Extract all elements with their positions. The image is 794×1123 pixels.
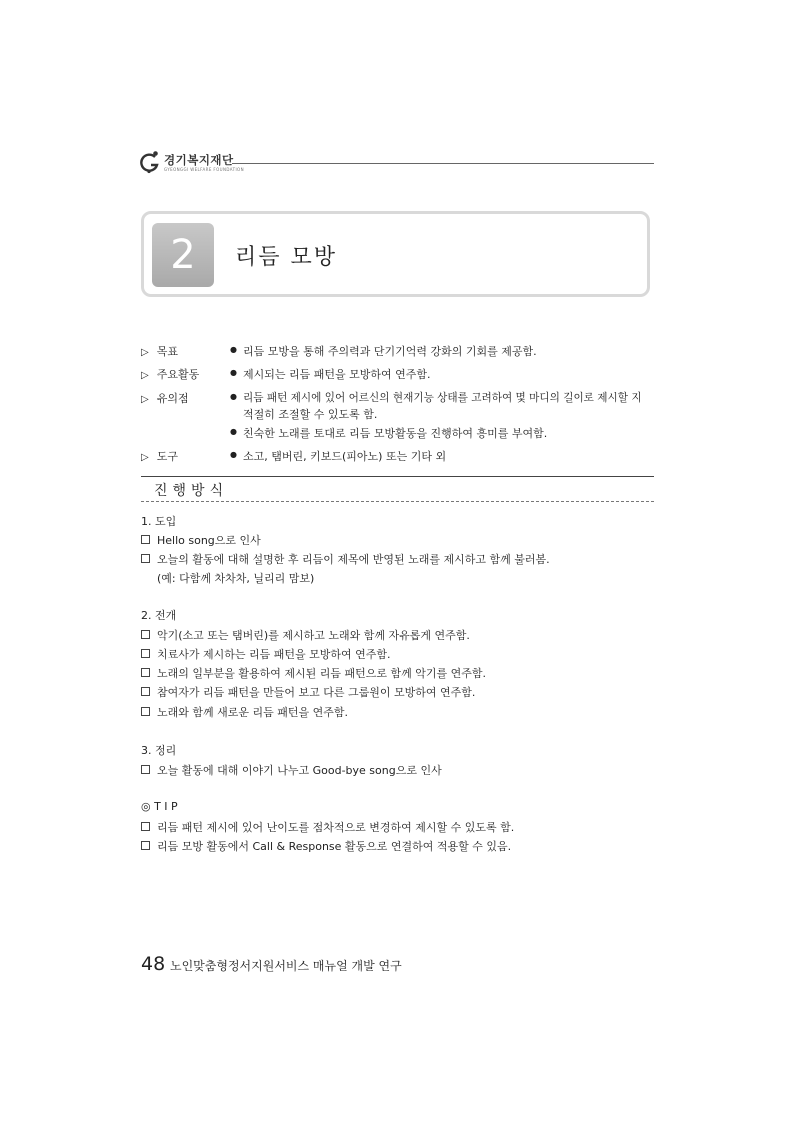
list-item: 악기(소고 또는 탬버린)를 제시하고 노래와 함께 자유롭게 연주함.: [141, 627, 470, 643]
section-rule-top: [141, 476, 654, 477]
foundation-logo-icon: [140, 150, 160, 174]
intro-example: (예: 다함께 차차차, 닐리리 맘보): [157, 572, 315, 585]
goal-label: ▷ 목표: [141, 345, 178, 358]
checkbox-square-icon: [141, 535, 150, 544]
notes-item1-line1: 리듬 패턴 제시에 있어 어르신의 현재기능 상태를 고려하여 몇 마디의 길이로 제시할 지: [243, 392, 642, 404]
list-item: Hello song으로 인사: [141, 532, 261, 548]
notes-label: ▷ 유의점: [141, 392, 189, 405]
list-item: 참여자가 리듬 패턴을 만들어 보고 다른 그룹원이 모방하여 연주함.: [141, 684, 475, 700]
checkbox-square-icon: [141, 765, 150, 774]
main-activity-label: ▷ 주요활동: [141, 368, 200, 381]
checkbox-square-icon: [141, 822, 150, 831]
goal-text: 리듬 모방을 통해 주의력과 단기기억력 강화의 기회를 제공함.: [243, 345, 537, 358]
triangle-icon: ▷: [141, 394, 149, 405]
bullet-icon: ●: [230, 345, 237, 354]
main-activity-text: 제시되는 리듬 패턴을 모방하여 연주함.: [243, 368, 431, 381]
list-item: 리듬 패턴 제시에 있어 난이도를 점차적으로 변경하여 제시할 수 있도록 함.: [141, 819, 514, 835]
list-item: 오늘 활동에 대해 이야기 나누고 Good-bye song으로 인사: [141, 762, 442, 778]
chapter-number: 2: [152, 223, 214, 287]
bullet-icon: ●: [230, 368, 237, 377]
notes-item1-line2: 적절히 조절할 수 있도록 함.: [243, 408, 378, 421]
checkbox-square-icon: [141, 707, 150, 716]
tip-heading: ◎ T I P: [141, 800, 178, 813]
notes-item2: 친숙한 노래를 토대로 리듬 모방활동을 진행하여 흥미를 부여함.: [243, 427, 548, 440]
checkbox-square-icon: [141, 687, 150, 696]
tools-label: ▷ 도구: [141, 450, 178, 463]
bullet-icon: ●: [230, 392, 237, 401]
checkbox-square-icon: [141, 841, 150, 850]
wrapup-heading: 3. 정리: [141, 744, 177, 757]
checkbox-square-icon: [141, 630, 150, 639]
list-item: 리듬 모방 활동에서 Call & Response 활동으로 연결하여 적용할 수 있음.: [141, 838, 511, 854]
triangle-icon: ▷: [141, 370, 149, 381]
section-title: 진행방식: [154, 483, 229, 499]
footer-title: 노인맞춤형정서지원서비스 매뉴얼 개발 연구: [170, 959, 402, 973]
list-item: 오늘의 활동에 대해 설명한 후 리듬이 제목에 반영된 노래를 제시하고 함께 불러봄.: [141, 551, 550, 567]
checkbox-square-icon: [141, 668, 150, 677]
tools-text: 소고, 탬버린, 키보드(피아노) 또는 기타 외: [243, 450, 447, 463]
checkbox-square-icon: [141, 649, 150, 658]
page-number: 48: [141, 953, 166, 975]
triangle-icon: ▷: [141, 452, 149, 463]
bullet-icon: ●: [230, 450, 237, 459]
chapter-box: [141, 211, 650, 297]
bullet-icon: ●: [230, 427, 237, 436]
triangle-icon: ▷: [141, 347, 149, 358]
header-divider: [232, 163, 654, 164]
list-item: 노래와 함께 새로운 리듬 패턴을 연주함.: [141, 704, 348, 720]
section-rule-dashed: [141, 501, 654, 502]
org-subtitle: GYEONGGI WELFARE FOUNDATION: [164, 167, 244, 172]
list-item: 치료사가 제시하는 리듬 패턴을 모방하여 연주함.: [141, 646, 391, 662]
development-heading: 2. 전개: [141, 609, 177, 622]
chapter-title: 리듬 모방: [235, 245, 338, 270]
org-name: 경기복지재단: [164, 153, 234, 167]
list-item: 노래의 일부분을 활용하여 제시된 리듬 패턴으로 함께 악기를 연주함.: [141, 665, 486, 681]
checkbox-square-icon: [141, 554, 150, 563]
intro-heading: 1. 도입: [141, 515, 177, 528]
